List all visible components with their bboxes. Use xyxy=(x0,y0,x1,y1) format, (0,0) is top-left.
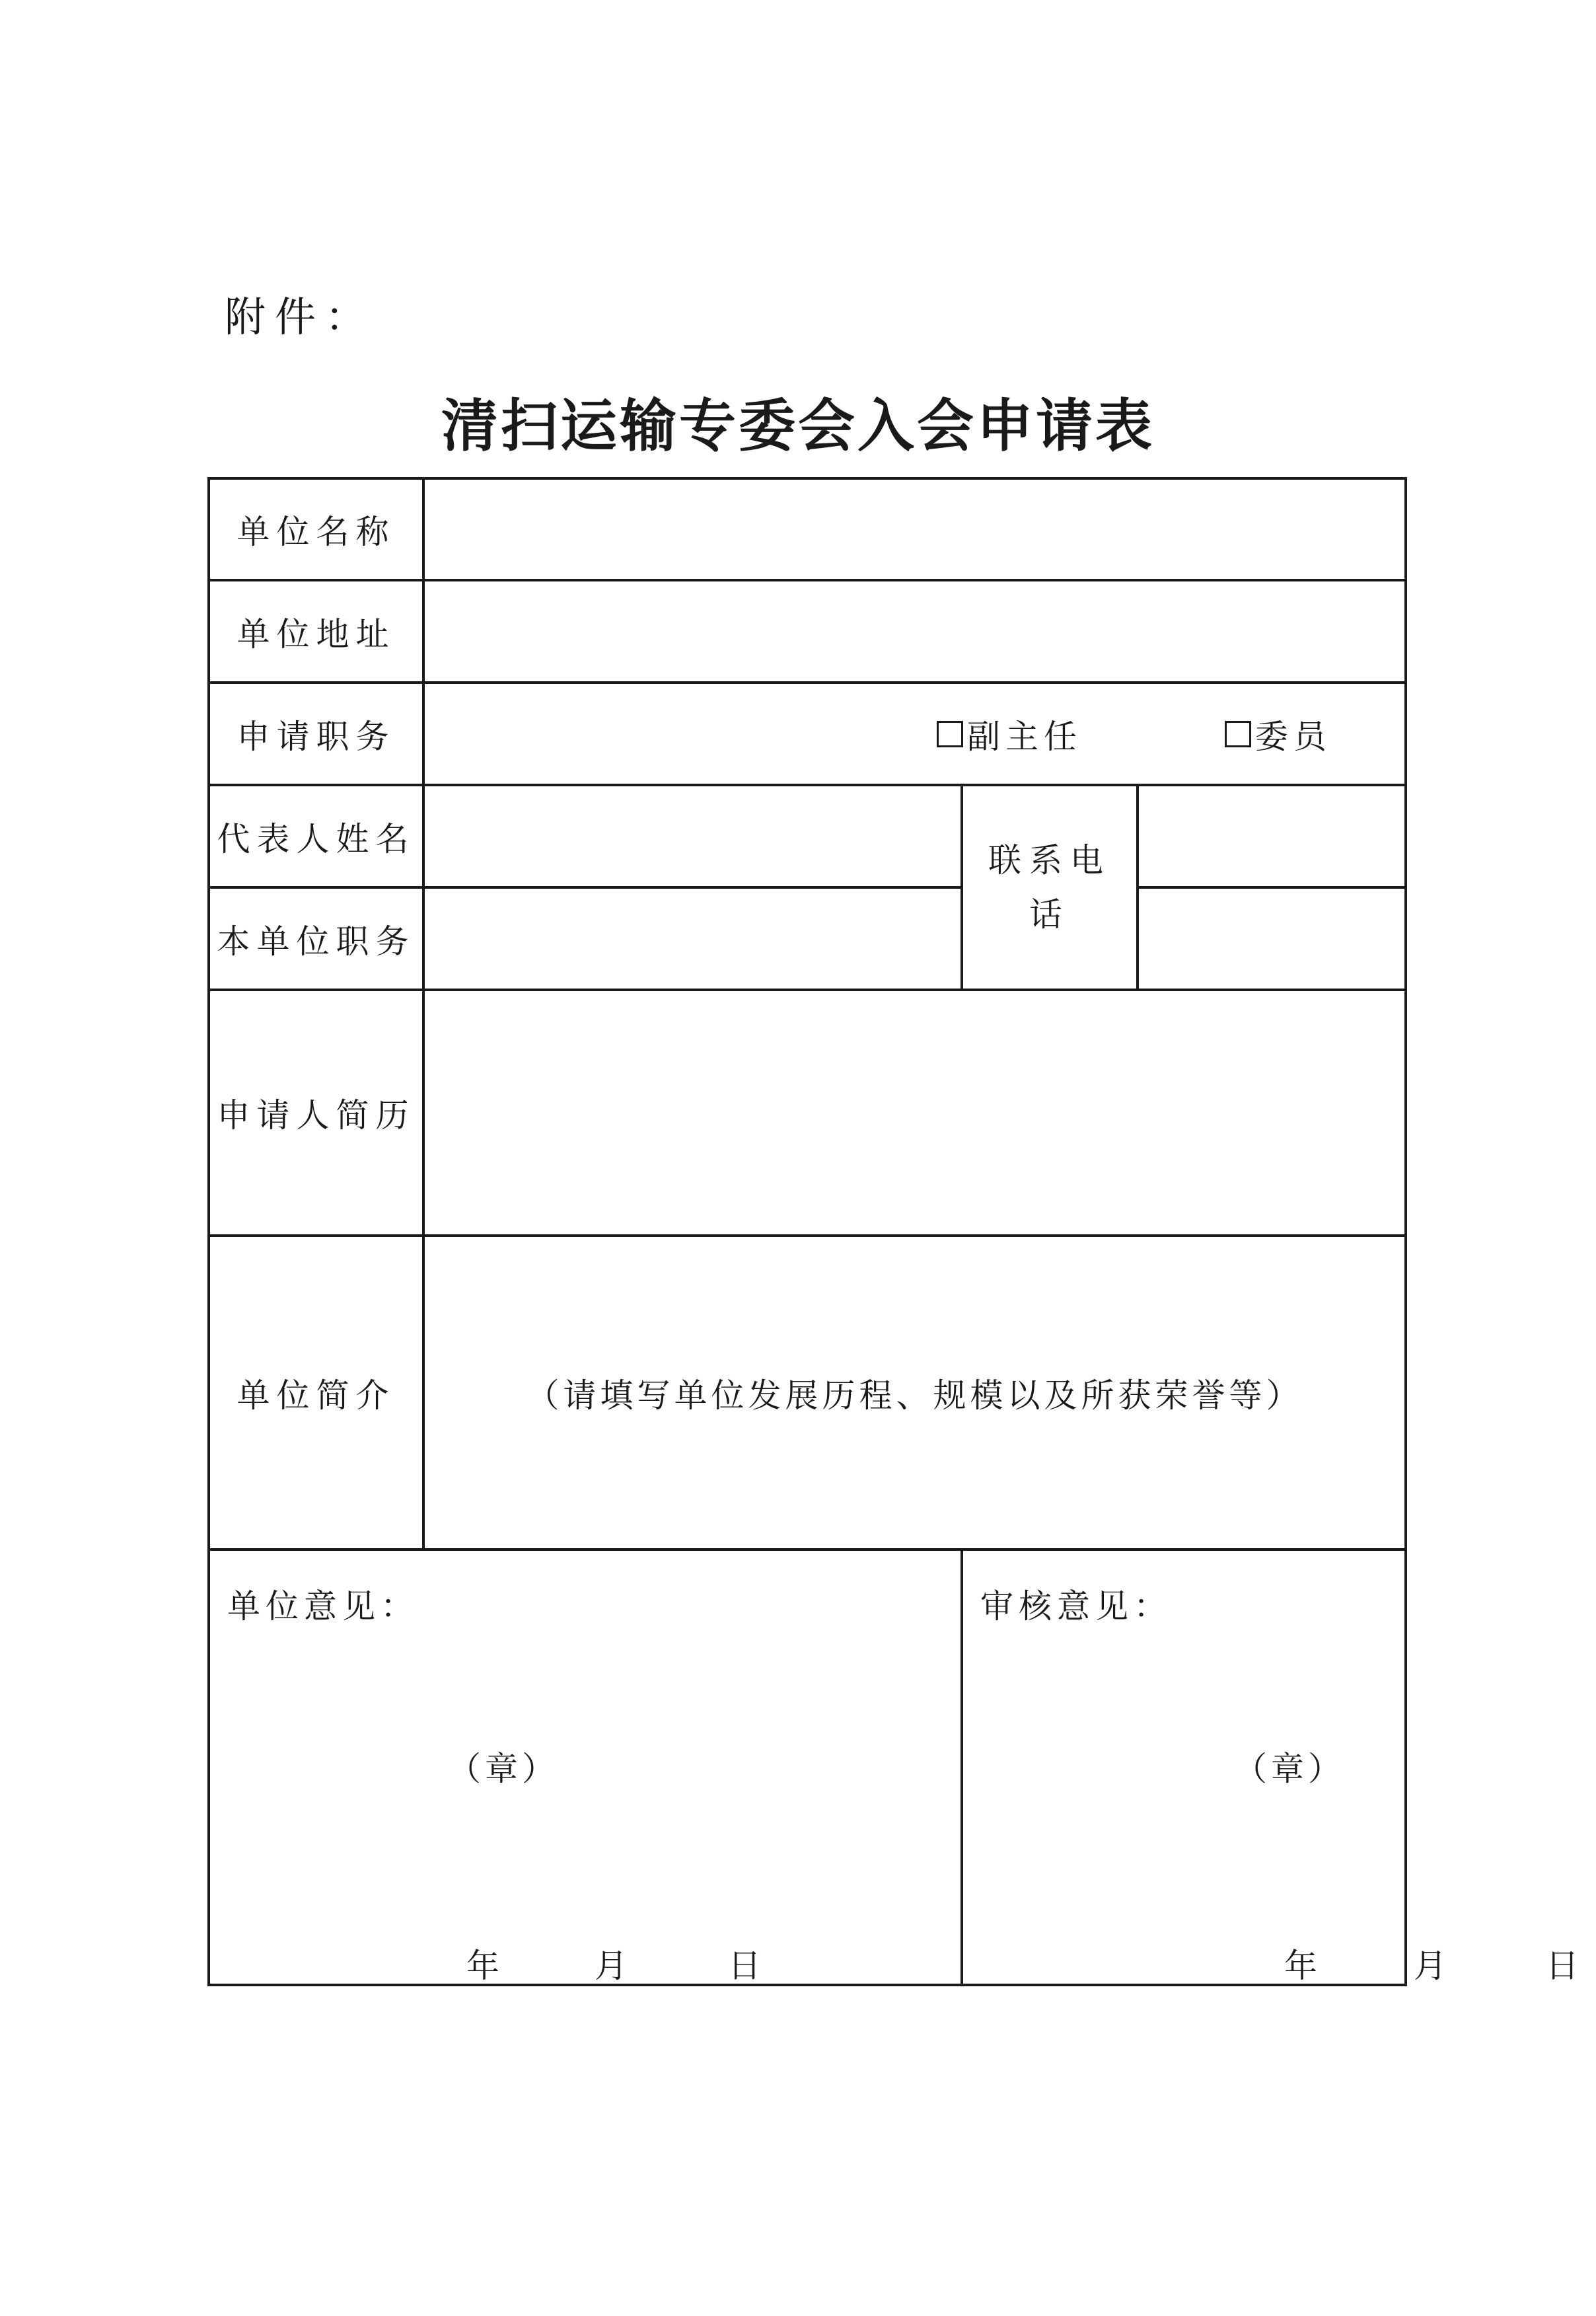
unit-seal-text: （章） xyxy=(448,1750,559,1788)
unit-address-field[interactable] xyxy=(423,580,1406,683)
review-date-year: 年 xyxy=(1284,1947,1317,1985)
unit-name-label: 单位名称 xyxy=(209,478,423,580)
row-representative xyxy=(209,785,1406,887)
option-vice-director[interactable] xyxy=(937,710,1082,758)
attachment-label: 附件： xyxy=(225,293,376,341)
unit-opinion-box[interactable] xyxy=(209,1550,962,1985)
row-profile xyxy=(209,1236,1406,1550)
resume-label: 申请人简历 xyxy=(209,990,423,1236)
review-date-day: 日 xyxy=(1546,1947,1579,1985)
unit-date-month: 月 xyxy=(595,1947,628,1985)
unit-name-field[interactable] xyxy=(423,478,1406,580)
unit-date-year: 年 xyxy=(466,1947,499,1985)
phone-label xyxy=(962,785,1138,990)
checkbox-vice-director[interactable] xyxy=(937,721,963,747)
row-opinions xyxy=(209,1550,1406,1985)
representative-name-label: 代表人姓名 xyxy=(209,785,423,887)
review-opinion-box[interactable] xyxy=(962,1550,1579,1985)
profile-hint: （请填写单位发展历程、规模以及所获荣誉等） xyxy=(526,1376,1303,1415)
row-resume xyxy=(209,990,1406,1236)
unit-opinion-area xyxy=(210,1551,961,1984)
unit-position-label: 本单位职务 xyxy=(209,887,423,990)
phone-label-line2: 话 xyxy=(1029,895,1070,934)
checkbox-member[interactable] xyxy=(1225,721,1251,747)
profile-field[interactable] xyxy=(423,1236,1406,1550)
position-label: 申请职务 xyxy=(209,683,423,785)
review-seal-text: （章） xyxy=(1234,1750,1345,1788)
row-unit-name xyxy=(209,478,1406,580)
review-opinion-label: 审核意见： xyxy=(980,1587,1172,1625)
representative-name-field[interactable] xyxy=(423,785,962,887)
application-form-table xyxy=(207,477,1579,1986)
phone-field-2[interactable] xyxy=(1138,887,1406,990)
phone-field-1[interactable] xyxy=(1138,785,1406,887)
phone-label-line1: 联系电 xyxy=(988,841,1111,879)
unit-position-field[interactable] xyxy=(423,887,962,990)
row-unit-address xyxy=(209,580,1406,683)
unit-date-day: 日 xyxy=(728,1947,761,1985)
unit-address-label: 单位地址 xyxy=(209,580,423,683)
row-position xyxy=(209,683,1406,785)
option-vice-director-label: 副主任 xyxy=(967,717,1082,756)
review-date-month: 月 xyxy=(1414,1947,1447,1985)
position-options xyxy=(423,683,1406,785)
resume-field[interactable] xyxy=(423,990,1406,1236)
review-opinion-area xyxy=(963,1551,1579,1985)
page-title: 清扫运输专委会入会申请表 xyxy=(441,392,1155,459)
profile-label: 单位简介 xyxy=(209,1236,423,1550)
row-unit-position xyxy=(209,887,1406,990)
unit-opinion-label: 单位意见： xyxy=(227,1587,419,1625)
option-member-label: 委员 xyxy=(1254,717,1332,756)
option-member[interactable] xyxy=(1225,710,1332,758)
